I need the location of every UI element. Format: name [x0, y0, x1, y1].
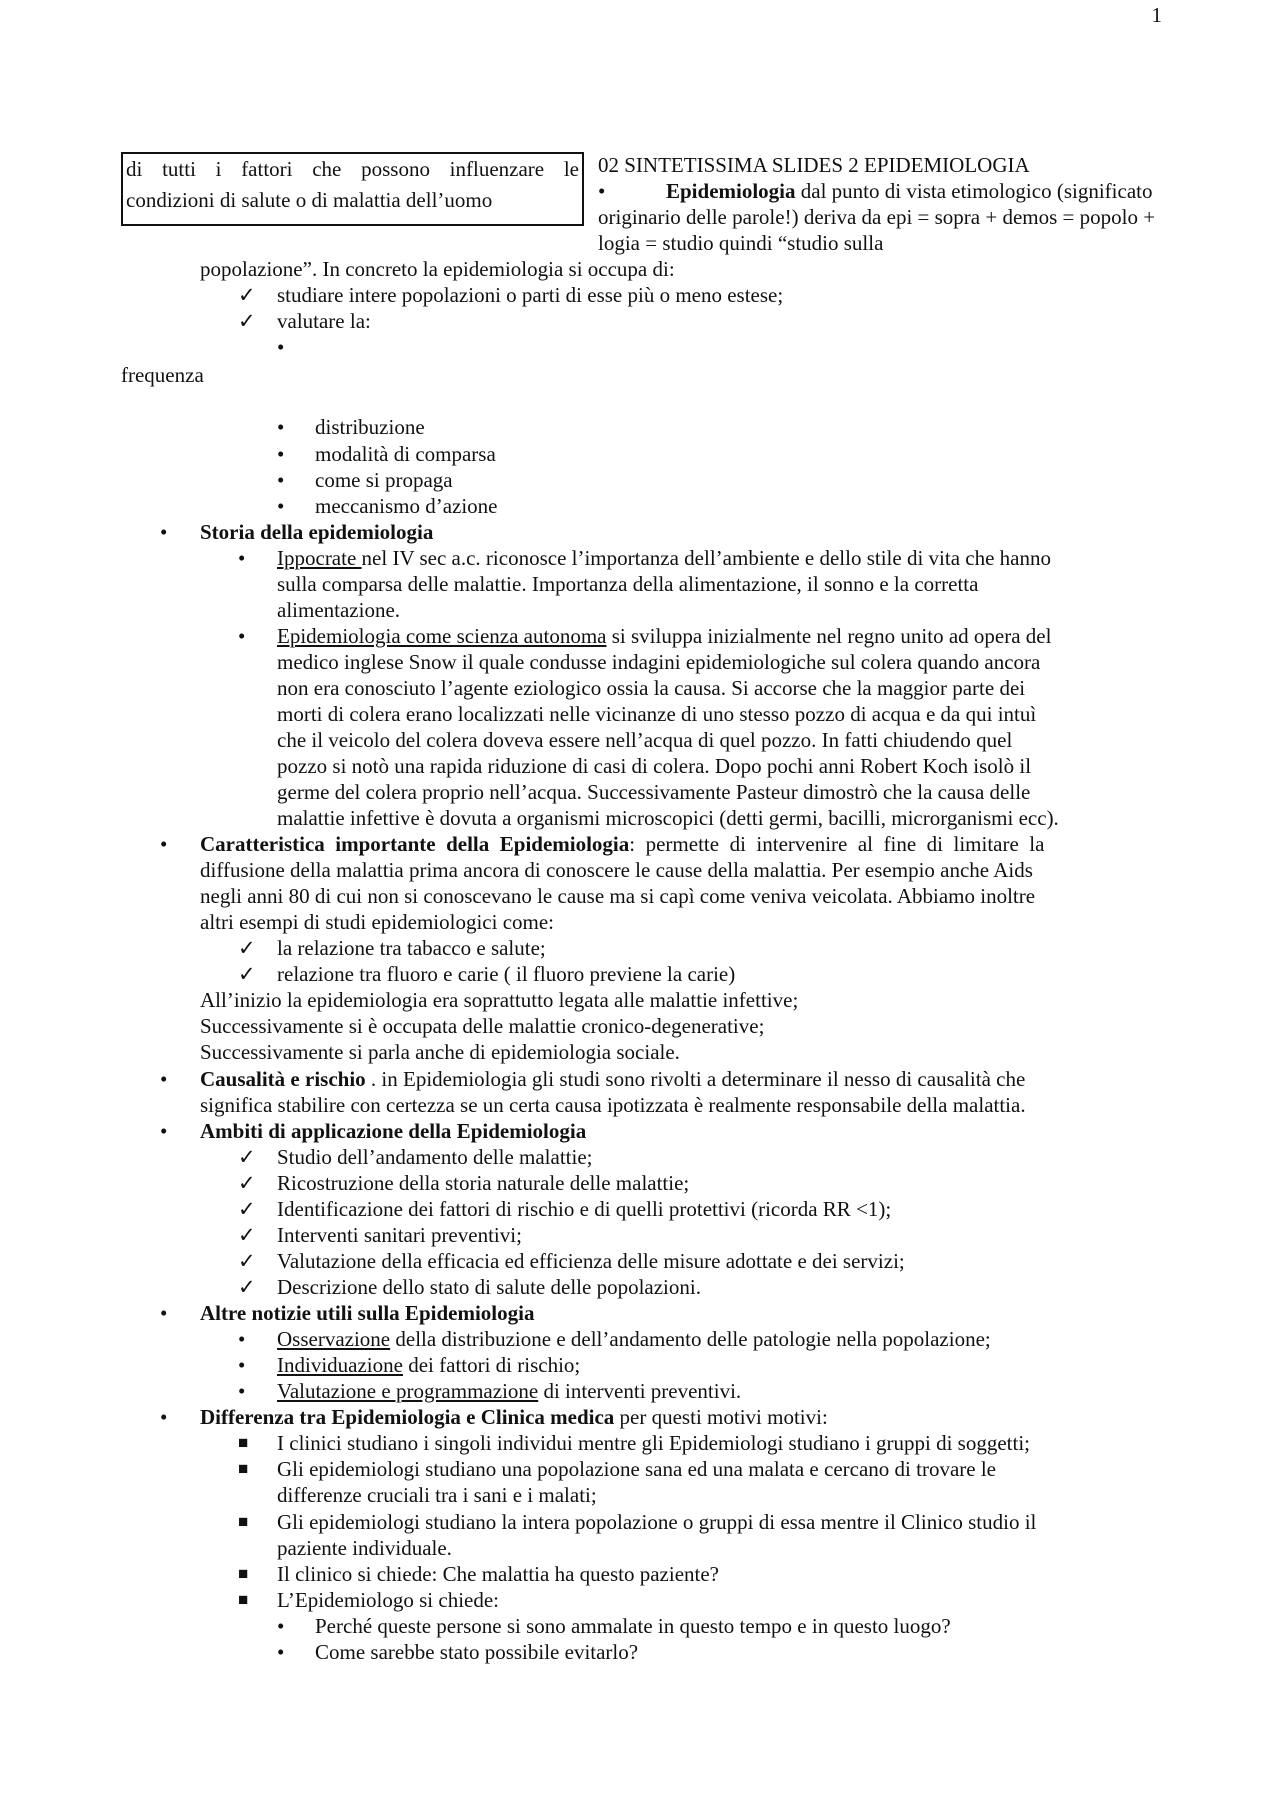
check-icon: ✓ — [238, 309, 256, 333]
list-item: Il clinico si chiede: Che malattia ha questo paziente? — [277, 1562, 719, 1586]
paragraph-line: All’inizio la epidemiologia era soprattutto legata alle malattie infettive; — [200, 988, 799, 1012]
square-bullet-icon: ■ — [238, 1590, 249, 1609]
check-icon: ✓ — [238, 1145, 256, 1169]
check-icon: ✓ — [238, 1171, 256, 1195]
paragraph-line: sulla comparsa delle malattie. Importanza della alimentazione, il sonno e la corretta — [277, 572, 979, 596]
bullet: • — [277, 494, 285, 518]
square-bullet-icon: ■ — [238, 1564, 249, 1583]
list-item: Come sarebbe stato possibile evitarlo? — [315, 1640, 639, 1664]
paragraph-line: Ippocrate nel IV sec a.c. riconosce l’importanza dell’ambiente e dello stile di vita che hanno — [277, 546, 1051, 570]
paragraph-line: alimentazione. — [277, 598, 401, 622]
list-item: paziente individuale. — [277, 1536, 452, 1560]
paragraph-line: morti di colera erano localizzati nelle vicinanze di uno stesso pozzo di acqua e da qui intuì — [277, 702, 1037, 726]
bullet: • — [160, 832, 168, 856]
intro-paragraph: • Epidemiologia dal punto di vista etimologico (significato originario delle parole!) deriva da epi = sopra + demos = popolo + logia = studio quindi “studio sulla — [598, 179, 1156, 255]
bullet: • — [160, 1067, 168, 1091]
bullet: • — [277, 335, 285, 359]
paragraph-line: diffusione della malattia prima ancora di conoscere le cause della malattia. Per esempio anche Aids — [200, 858, 1033, 882]
check-icon: ✓ — [238, 962, 256, 986]
bullet: • — [238, 1379, 246, 1403]
section-heading-differenza: Differenza tra Epidemiologia e Clinica medica per questi motivi motivi: — [200, 1405, 828, 1429]
list-item: Gli epidemiologi studiano la intera popolazione o gruppi di essa mentre il Clinico studio il — [277, 1510, 1037, 1534]
paragraph-line: non era conosciuto l’agente eziologico ossia la causa. Si accorse che la maggior parte dei — [277, 676, 1026, 700]
bullet: • — [160, 520, 168, 544]
list-item: la relazione tra tabacco e salute; — [277, 936, 546, 960]
list-item: Studio dell’andamento delle malattie; — [277, 1145, 593, 1169]
list-item: differenze cruciali tra i sani e i malati; — [277, 1483, 597, 1507]
term-epidemiologia: Epidemiologia — [666, 179, 796, 203]
list-item: I clinici studiano i singoli individui mentre gli Epidemiologi studiano i gruppi di soggetti; — [277, 1431, 1031, 1455]
check-icon: ✓ — [238, 936, 256, 960]
list-item: modalità di comparsa — [315, 442, 496, 466]
intro-line: popolazione”. In concreto la epidemiologia si occupa di: — [200, 257, 675, 281]
bullet: • — [277, 468, 285, 492]
list-item: relazione tra fluoro e carie ( il fluoro previene la carie) — [277, 962, 736, 986]
list-item: Descrizione dello stato di salute delle popolazioni. — [277, 1275, 701, 1299]
paragraph-line: malattie infettive è dovuta a organismi microscopici (detti germi, bacilli, microrganismi ecc). — [277, 806, 1059, 830]
check-icon: ✓ — [238, 1197, 256, 1221]
bullet: • — [160, 1119, 168, 1143]
check-icon: ✓ — [238, 283, 256, 307]
list-item: Gli epidemiologi studiano una popolazione sana ed una malata e cercano di trovare le — [277, 1457, 996, 1481]
paragraph-line: Epidemiologia come scienza autonoma si sviluppa inizialmente nel regno unito ad opera del — [277, 624, 1052, 648]
page-number: 1 — [1151, 3, 1162, 27]
paragraph-line: medico inglese Snow il quale condusse indagini epidemiologiche sul colera quando ancora — [277, 650, 1041, 674]
bullet: • — [277, 415, 285, 439]
box-line-1: di tutti i fattori che possono influenzare le — [126, 157, 579, 181]
bullet: • — [160, 1301, 168, 1325]
list-item: Osservazione della distribuzione e dell’andamento delle patologie nella popolazione; — [277, 1327, 991, 1351]
paragraph-line: Successivamente si è occupata delle malattie cronico-degenerative; — [200, 1014, 765, 1038]
bullet: • — [277, 442, 285, 466]
box-line-2: condizioni di salute o di malattia dell’uomo — [126, 187, 493, 212]
bullet: • — [238, 1327, 246, 1351]
check-icon: ✓ — [238, 1275, 256, 1299]
bullet: • — [160, 1405, 168, 1429]
paragraph-line: germe del colera proprio nell’acqua. Successivamente Pasteur dimostrò che la causa delle — [277, 780, 1031, 804]
list-item: Valutazione e programmazione di interventi preventivi. — [277, 1379, 742, 1403]
section-heading-causalita: Causalità e rischio . in Epidemiologia gli studi sono rivolti a determinare il nesso di causalità che — [200, 1067, 1026, 1091]
paragraph-line: negli anni 80 di cui non si conoscevano le cause ma si capì come veniva veicolata. Abbiamo inoltre — [200, 884, 1036, 908]
check-icon: ✓ — [238, 1223, 256, 1247]
list-item: Interventi sanitari preventivi; — [277, 1223, 522, 1247]
square-bullet-icon: ■ — [238, 1459, 249, 1478]
bullet: • — [238, 624, 246, 648]
document-title: 02 SINTETISSIMA SLIDES 2 EPIDEMIOLOGIA — [598, 153, 1030, 177]
list-item: Ricostruzione della storia naturale delle malattie; — [277, 1171, 690, 1195]
text-box — [121, 152, 584, 226]
bullet: • — [238, 546, 246, 570]
list-item: L’Epidemiologo si chiede: — [277, 1588, 500, 1612]
frequenza-label: frequenza — [121, 363, 204, 387]
square-bullet-icon: ■ — [238, 1433, 249, 1452]
list-item: Valutazione della efficacia ed efficienza delle misure adottate e dei servizi; — [277, 1249, 905, 1273]
list-item: Identificazione dei fattori di rischio e di quelli protettivi (ricorda RR <1); — [277, 1197, 892, 1221]
bullet: • — [277, 1640, 285, 1664]
paragraph-line: pozzo si notò una rapida riduzione di casi di colera. Dopo pochi anni Robert Koch isolò il — [277, 754, 1032, 778]
paragraph-line: che il veicolo del colera doveva essere nell’acqua di quel pozzo. In fatti chiudendo quel — [277, 728, 1013, 752]
list-item: meccanismo d’azione — [315, 494, 498, 518]
section-heading-altre: Altre notizie utili sulla Epidemiologia — [200, 1301, 535, 1325]
section-heading-storia: Storia della epidemiologia — [200, 520, 434, 544]
list-item: valutare la: — [277, 309, 371, 333]
bullet: • — [598, 179, 606, 203]
section-heading-ambiti: Ambiti di applicazione della Epidemiologia — [200, 1119, 587, 1143]
paragraph-line: Successivamente si parla anche di epidemiologia sociale. — [200, 1040, 680, 1064]
paragraph-line: significa stabilire con certezza se un certa causa ipotizzata è realmente responsabile della malattia. — [200, 1093, 1026, 1117]
list-item: come si propaga — [315, 468, 453, 492]
check-icon: ✓ — [238, 1249, 256, 1273]
list-item: Perché queste persone si sono ammalate in questo tempo e in questo luogo? — [315, 1614, 951, 1638]
bullet: • — [238, 1353, 246, 1377]
bullet: • — [277, 1614, 285, 1638]
list-item: distribuzione — [315, 415, 425, 439]
paragraph-line: altri esempi di studi epidemiologici come: — [200, 910, 555, 934]
section-heading-caratteristica: Caratteristica importante della Epidemiologia: permette di intervenire al fine di limitare la — [200, 832, 1045, 856]
list-item: Individuazione dei fattori di rischio; — [277, 1353, 581, 1377]
list-item: studiare intere popolazioni o parti di esse più o meno estese; — [277, 283, 784, 307]
square-bullet-icon: ■ — [238, 1512, 249, 1531]
